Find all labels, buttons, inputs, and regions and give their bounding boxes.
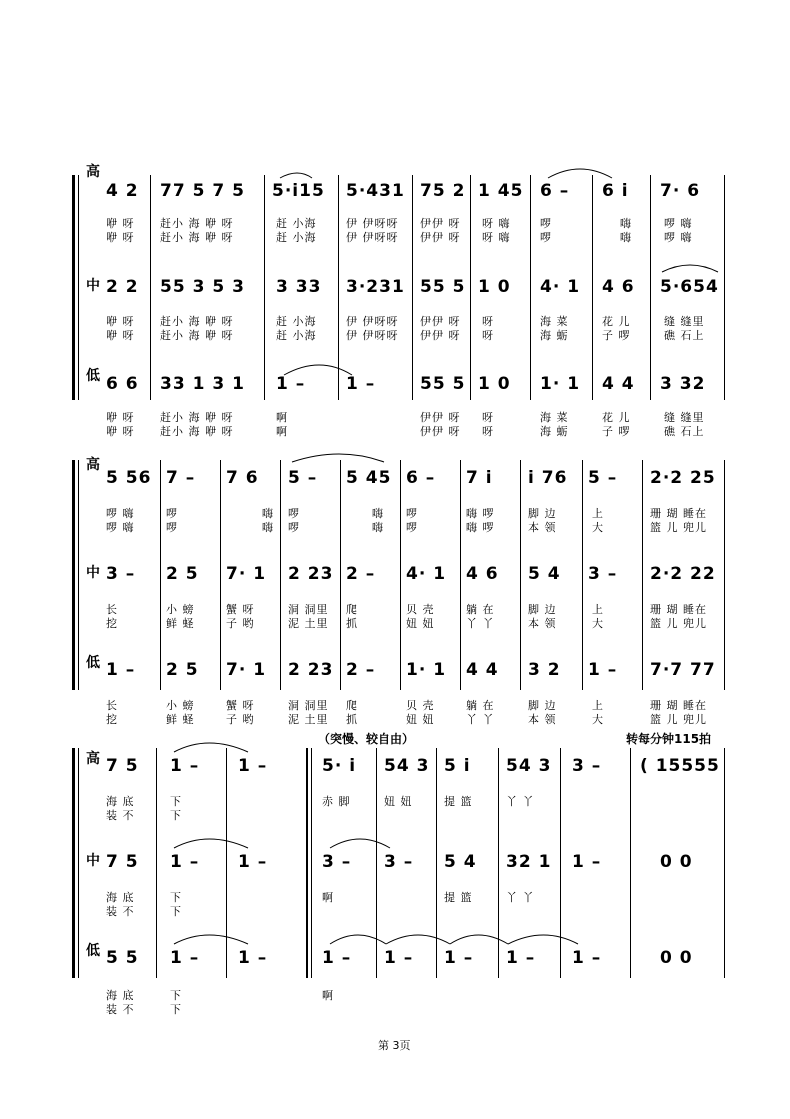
lyric: 泥 土里	[288, 617, 329, 630]
lyric: 伊伊 呀	[420, 411, 461, 424]
lyric: 嗨	[372, 521, 384, 534]
lyric: 赤 脚	[322, 795, 351, 808]
lyric: 嗨	[262, 521, 274, 534]
lyric: 躺 在	[466, 699, 495, 712]
lyric: 爬	[346, 603, 358, 616]
lyric: 抓	[346, 617, 358, 630]
measure-notes: 4· 1	[406, 564, 447, 584]
part-label-high: 高	[86, 751, 100, 767]
lyric: 咿 呀	[106, 425, 135, 438]
lyric: 海 底	[106, 989, 135, 1002]
lyric: 下	[170, 891, 182, 904]
lyric: 啰 嗨	[106, 507, 135, 520]
measure-notes: 2 5	[166, 564, 199, 584]
page-number: 第 3页	[378, 1039, 411, 1052]
lyric: 赶 小海	[276, 231, 317, 244]
lyric: 赶小 海 咿 呀	[160, 231, 234, 244]
measure-notes: 2 23	[288, 564, 334, 584]
measure-notes: 1 –	[106, 660, 136, 680]
measure-notes: 1 –	[170, 756, 200, 776]
measure-notes: 1 –	[572, 852, 602, 872]
measure-notes: 0 0	[660, 948, 693, 968]
lyric: 嗨	[620, 217, 632, 230]
lyric: 呀 嗨	[482, 231, 511, 244]
lyric: 礁 石上	[664, 329, 705, 342]
lyric: 装 不	[106, 905, 135, 918]
lyric: 躺 在	[466, 603, 495, 616]
part-label-mid: 中	[86, 565, 100, 581]
measure-notes: 77 5 7 5	[160, 181, 245, 201]
lyric: 咿 呀	[106, 217, 135, 230]
measure-notes: 1 –	[276, 374, 306, 394]
measure-notes: 5 –	[588, 468, 618, 488]
lyric: 呀	[482, 411, 494, 424]
lyric: 丫 丫	[506, 891, 535, 904]
lyric: 赶小 海 咿 呀	[160, 411, 234, 424]
measure-notes: 5· i	[322, 756, 357, 776]
lyric: 嗨	[620, 231, 632, 244]
measure-notes: 1· 1	[540, 374, 581, 394]
lyric: 提 篮	[444, 891, 473, 904]
lyric: 伊 伊呀呀	[346, 329, 399, 342]
lyric: 篮 儿 兜儿	[650, 713, 707, 726]
lyric: 缝 缝里	[664, 315, 705, 328]
measure-notes: 5 5	[106, 948, 139, 968]
measure-notes: 3 –	[588, 564, 618, 584]
measure-notes: 3 33	[276, 277, 322, 297]
measure-notes: 5·654	[660, 277, 719, 297]
measure-notes: 2 23	[288, 660, 334, 680]
lyric: 伊 伊呀呀	[346, 231, 399, 244]
lyric: 长	[106, 603, 118, 616]
measure-notes: 4 4	[466, 660, 499, 680]
slur	[280, 173, 312, 178]
lyric: 本 领	[528, 713, 557, 726]
lyric: 海 底	[106, 795, 135, 808]
lyric: 伊伊 呀	[420, 425, 461, 438]
lyric: 嗨 啰	[466, 507, 495, 520]
lyric: 啰 嗨	[664, 231, 693, 244]
measure-notes: 4 2	[106, 181, 139, 201]
lyric: 伊 伊呀呀	[346, 217, 399, 230]
slur	[174, 935, 248, 944]
lyric: 本 领	[528, 617, 557, 630]
lyric: 嗨	[262, 507, 274, 520]
measure-notes: 1 0	[478, 374, 511, 394]
measure-notes: 1 –	[238, 852, 268, 872]
measure-notes: 55 5	[420, 374, 466, 394]
lyric: 海 蛎	[540, 425, 569, 438]
measure-notes: 4 4	[602, 374, 635, 394]
lyric: 蟹 呀	[226, 699, 255, 712]
lyric: 脚 边	[528, 699, 557, 712]
measure-notes: 3 –	[384, 852, 414, 872]
measure-notes: 3 –	[106, 564, 136, 584]
measure-notes: 1 –	[170, 948, 200, 968]
measure-notes: 1 –	[588, 660, 618, 680]
lyric: 伊伊 呀	[420, 231, 461, 244]
slur	[450, 935, 508, 944]
lyric: 挖	[106, 617, 118, 630]
lyric: 鲜 蛏	[166, 617, 195, 630]
lyric: 咿 呀	[106, 329, 135, 342]
lyric: 赶小 海 咿 呀	[160, 315, 234, 328]
slur	[508, 935, 578, 944]
measure-notes: 4 6	[602, 277, 635, 297]
lyric: 小 螃	[166, 603, 195, 616]
lyric: 咿 呀	[106, 411, 135, 424]
measure-notes: 6 i	[602, 181, 629, 201]
lyric: 咿 呀	[106, 231, 135, 244]
measure-notes: 3·231	[346, 277, 405, 297]
lyric: 下	[170, 795, 182, 808]
measure-notes: 5 –	[288, 468, 318, 488]
lyric: 赶 小海	[276, 315, 317, 328]
measure-notes: 7· 6	[660, 181, 701, 201]
lyric: 啰	[406, 521, 418, 534]
lyric: 抓	[346, 713, 358, 726]
lyric: 装 不	[106, 1003, 135, 1016]
measure-notes: 5·i15	[272, 181, 325, 201]
lyric: 伊伊 呀	[420, 315, 461, 328]
lyric: 提 篮	[444, 795, 473, 808]
measure-notes: 5 45	[346, 468, 392, 488]
measure-notes: 1 –	[572, 948, 602, 968]
measure-notes: 7 5	[106, 852, 139, 872]
lyric: 小 螃	[166, 699, 195, 712]
measure-notes: 55 5	[420, 277, 466, 297]
measure-notes: 54 3	[506, 756, 552, 776]
lyric: 蟹 呀	[226, 603, 255, 616]
lyric: 下	[170, 989, 182, 1002]
lyric: 伊 伊呀呀	[346, 315, 399, 328]
lyric: 丫 丫	[466, 617, 495, 630]
slur	[284, 365, 352, 375]
lyric: 鲜 蛏	[166, 713, 195, 726]
measure-notes: 3 –	[322, 852, 352, 872]
measure-notes: 6 6	[106, 374, 139, 394]
measure-notes: 5 i	[444, 756, 471, 776]
measure-notes: 5 4	[528, 564, 561, 584]
lyric: 啊	[276, 425, 288, 438]
lyric: 下	[170, 1003, 182, 1016]
measure-notes: 1· 1	[406, 660, 447, 680]
measure-notes: 1 45	[478, 181, 524, 201]
measure-notes: 1 –	[170, 852, 200, 872]
measure-notes: 5 4	[444, 852, 477, 872]
lyric: 长	[106, 699, 118, 712]
lyric: 啰	[288, 507, 300, 520]
lyric: 大	[592, 521, 604, 534]
measure-notes: 1 –	[384, 948, 414, 968]
lyric: 脚 边	[528, 507, 557, 520]
part-label-mid: 中	[86, 853, 100, 869]
lyric: 爬	[346, 699, 358, 712]
lyric: 挖	[106, 713, 118, 726]
lyric: 篮 儿 兜儿	[650, 617, 707, 630]
measure-notes: 75 2	[420, 181, 466, 201]
lyric: 花 儿	[602, 315, 631, 328]
part-label-low: 低	[86, 368, 100, 384]
slur	[174, 743, 248, 752]
lyric: 赶 小海	[276, 217, 317, 230]
measure-notes: 2 –	[346, 564, 376, 584]
measure-notes: 4· 1	[540, 277, 581, 297]
measure-notes: 6 –	[406, 468, 436, 488]
measure-notes: 7· 1	[226, 564, 267, 584]
lyric: 装 不	[106, 809, 135, 822]
measure-notes: 1 –	[322, 948, 352, 968]
lyric: 啰	[406, 507, 418, 520]
lyric: 呀	[482, 425, 494, 438]
lyric: 丫 丫	[506, 795, 535, 808]
lyric: 珊 瑚 睡在	[650, 699, 707, 712]
lyric: 脚 边	[528, 603, 557, 616]
measure-notes: 3 2	[528, 660, 561, 680]
lyric: 海 菜	[540, 315, 569, 328]
lyric: 咿 呀	[106, 315, 135, 328]
measure-notes: 2 –	[346, 660, 376, 680]
slur	[548, 169, 612, 178]
lyric: 妞 妞	[384, 795, 413, 808]
lyric: 上	[592, 507, 604, 520]
lyric: 赶小 海 咿 呀	[160, 425, 234, 438]
measure-notes: 2·2 25	[650, 468, 716, 488]
lyric: 啰 嗨	[106, 521, 135, 534]
measure-notes: 7 i	[466, 468, 493, 488]
lyric: 子 哟	[226, 617, 255, 630]
lyric: 礁 石上	[664, 425, 705, 438]
part-label-high: 高	[86, 457, 100, 473]
lyric: 呀	[482, 329, 494, 342]
tempo-mark: 转每分钟115拍	[626, 732, 712, 746]
measure-notes: 32 1	[506, 852, 552, 872]
lyric: 珊 瑚 睡在	[650, 603, 707, 616]
measure-notes: 7· 1	[226, 660, 267, 680]
measure-notes: 2 5	[166, 660, 199, 680]
lyric: 啰	[540, 217, 552, 230]
lyric: 伊伊 呀	[420, 329, 461, 342]
slur	[330, 839, 390, 848]
lyric: 啰 嗨	[664, 217, 693, 230]
lyric: 啰	[540, 231, 552, 244]
lyric: 海 底	[106, 891, 135, 904]
measure-notes: 2·2 22	[650, 564, 716, 584]
measure-notes: 5·431	[346, 181, 405, 201]
lyric: 啊	[322, 989, 334, 1002]
lyric: 伊伊 呀	[420, 217, 461, 230]
lyric: 下	[170, 905, 182, 918]
lyric: 子 哟	[226, 713, 255, 726]
lyric: 贝 壳	[406, 603, 435, 616]
lyric: 海 菜	[540, 411, 569, 424]
lyric: 呀 嗨	[482, 217, 511, 230]
lyric: 啰	[288, 521, 300, 534]
lyric: 呀	[482, 315, 494, 328]
slur	[292, 454, 384, 462]
slur	[386, 935, 450, 944]
lyric: 丫 丫	[466, 713, 495, 726]
measure-notes: 2 2	[106, 277, 139, 297]
measure-notes: 0 0	[660, 852, 693, 872]
measure-notes: 6 –	[540, 181, 570, 201]
lyric: 缝 缝里	[664, 411, 705, 424]
measure-notes: 4 6	[466, 564, 499, 584]
measure-notes: ( 15555	[640, 756, 720, 776]
measure-notes: i 76	[528, 468, 568, 488]
measure-notes: 7·7 77	[650, 660, 716, 680]
lyric: 洞 洞里	[288, 699, 329, 712]
lyric: 赶 小海	[276, 329, 317, 342]
lyric: 本 领	[528, 521, 557, 534]
lyric: 妞 妞	[406, 713, 435, 726]
lyric: 篮 儿 兜儿	[650, 521, 707, 534]
lyric: 啊	[276, 411, 288, 424]
measure-notes: 7 5	[106, 756, 139, 776]
tempo-mark: （突慢、较自由）	[318, 732, 415, 746]
lyric: 啰	[166, 521, 178, 534]
lyric: 妞 妞	[406, 617, 435, 630]
measure-notes: 1 –	[506, 948, 536, 968]
lyric: 海 蛎	[540, 329, 569, 342]
lyric: 嗨 啰	[466, 521, 495, 534]
measure-notes: 3 32	[660, 374, 706, 394]
part-label-mid: 中	[86, 278, 100, 294]
lyric: 子 啰	[602, 329, 631, 342]
measure-notes: 1 0	[478, 277, 511, 297]
lyric: 嗨	[372, 507, 384, 520]
lyric: 下	[170, 809, 182, 822]
part-label-low: 低	[86, 655, 100, 671]
measure-notes: 1 –	[238, 756, 268, 776]
lyric: 花 儿	[602, 411, 631, 424]
lyric: 洞 洞里	[288, 603, 329, 616]
slur	[662, 265, 718, 272]
lyric: 赶小 海 咿 呀	[160, 329, 234, 342]
lyric: 泥 土里	[288, 713, 329, 726]
slur	[174, 839, 248, 848]
measure-notes: 7 –	[166, 468, 196, 488]
measure-notes: 7 6	[226, 468, 259, 488]
lyric: 啰	[166, 507, 178, 520]
measure-notes: 3 –	[572, 756, 602, 776]
measure-notes: 55 3 5 3	[160, 277, 245, 297]
slur	[330, 935, 386, 944]
lyric: 赶小 海 咿 呀	[160, 217, 234, 230]
measure-notes: 5 56	[106, 468, 152, 488]
measure-notes: 33 1 3 1	[160, 374, 245, 394]
lyric: 大	[592, 713, 604, 726]
lyric: 贝 壳	[406, 699, 435, 712]
part-label-high: 高	[86, 164, 100, 180]
measure-notes: 1 –	[238, 948, 268, 968]
part-label-low: 低	[86, 943, 100, 959]
measure-notes: 54 3	[384, 756, 430, 776]
lyric: 啊	[322, 891, 334, 904]
measure-notes: 1 –	[346, 374, 376, 394]
lyric: 大	[592, 617, 604, 630]
lyric: 上	[592, 603, 604, 616]
lyric: 珊 瑚 睡在	[650, 507, 707, 520]
measure-notes: 1 –	[444, 948, 474, 968]
lyric: 子 啰	[602, 425, 631, 438]
lyric: 上	[592, 699, 604, 712]
